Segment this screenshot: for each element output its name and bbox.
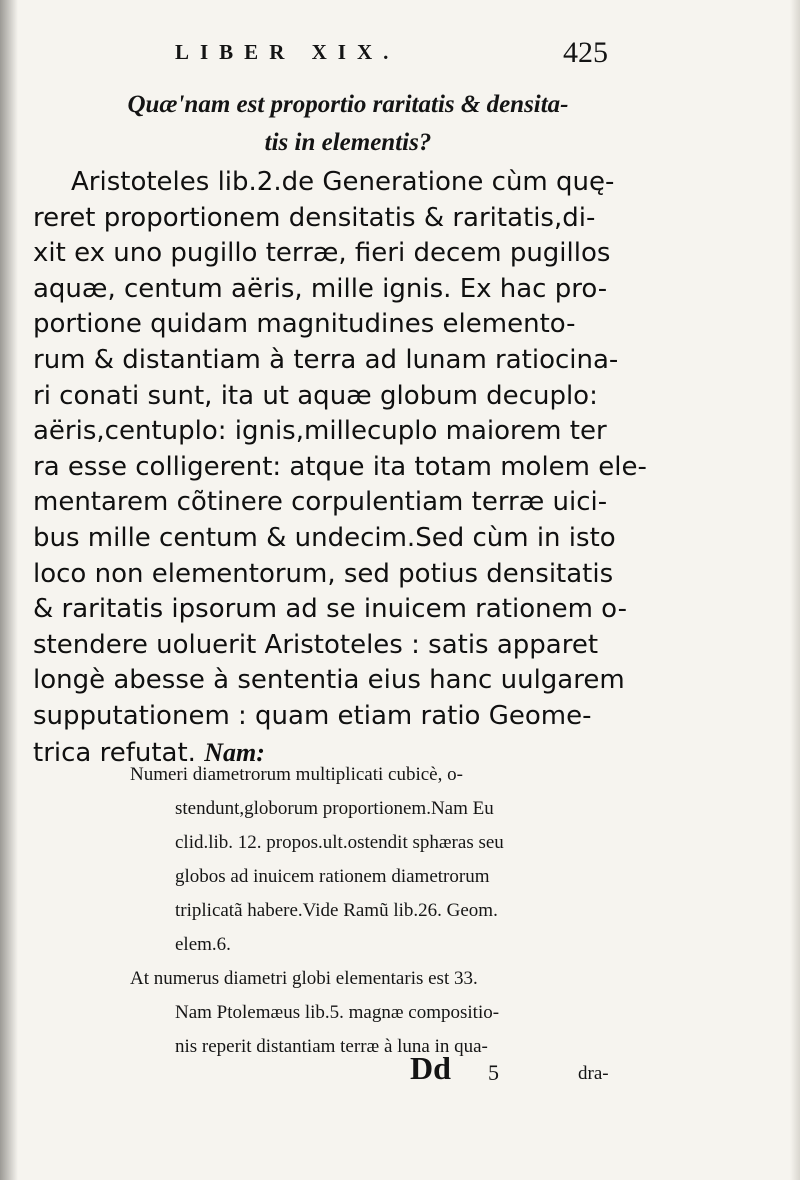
body-line: & raritatis ipsorum ad se inuicem rationem o- [33,594,627,625]
signature-mark: Dd [410,1050,451,1086]
note-paragraph-1 [130,758,650,962]
note-line: Nam Ptolemæus lib.5. magnæ compositio- [175,1002,500,1023]
note-line: nis reperit distantiam terræ à luna in qua- [175,1036,488,1057]
body-line: ri conati sunt, ita ut aquæ globum decuplo: [33,380,598,411]
body-line: mentarem cõtinere corpulentiam terræ uici- [33,487,608,518]
body-line: rum & distantiam à terra ad lunam ratiocina- [33,344,619,375]
note-line: At numerus diametri globi elementaris est 33. [130,968,478,989]
body-line: supputationem : quam etiam ratio Geome- [33,700,592,731]
note-paragraph-2 [130,962,650,1064]
body-line: stendere uoluerit Aristoteles : satis apparet [33,629,599,660]
signature-number: 5 [488,1060,499,1085]
body-line: reret proportionem densitatis & raritatis,di- [33,202,596,233]
body-line: xit ex uno pugillo terræ, fieri decem pugillos [33,238,611,269]
body-line: ra esse colligerent: atque ita totam molem ele- [33,451,647,482]
page-edge [790,0,800,1180]
binding-shadow [0,0,18,1180]
body-line: trica refutat. [33,737,196,768]
question-line: tis in elementis? [264,129,432,156]
body-paragraph [33,165,647,771]
body-line: bus mille centum & undecim.Sed cùm in isto [33,522,616,553]
note-line: stendunt,globorum proportionem.Nam Eu [175,798,494,819]
body-line: Aristoteles lib.2.de Generatione cùm quę- [71,167,615,197]
question-heading [88,86,608,162]
body-end-word: Nam: [204,737,265,767]
body-line: aëris,centuplo: ignis,millecuplo maiorem ter [33,416,607,447]
note-line: triplicatã habere.Vide Ramũ lib.26. Geom. [175,900,498,921]
note-line: globos ad inuicem rationem diametrorum [175,866,490,887]
page-number: 425 [563,36,608,69]
running-head: LIBER XIX. [175,40,400,64]
question-line: Quæ'nam est proportio raritatis & densita- [127,91,569,118]
catchword: dra- [578,1063,609,1084]
note-line: clid.lib. 12. propos.ult.ostendit sphæras seu [175,832,504,853]
note-line: elem.6. [175,934,231,955]
note-line: Numeri diametrorum multiplicati cubicè, o- [130,764,463,785]
body-line: longè abesse à sententia eius hanc uulgarem [33,665,625,696]
body-line: loco non elementorum, sed potius densitatis [33,558,614,589]
body-line: aquæ, centum aëris, mille ignis. Ex hac pro- [33,273,608,304]
body-line: portione quidam magnitudines elemento- [33,309,576,340]
